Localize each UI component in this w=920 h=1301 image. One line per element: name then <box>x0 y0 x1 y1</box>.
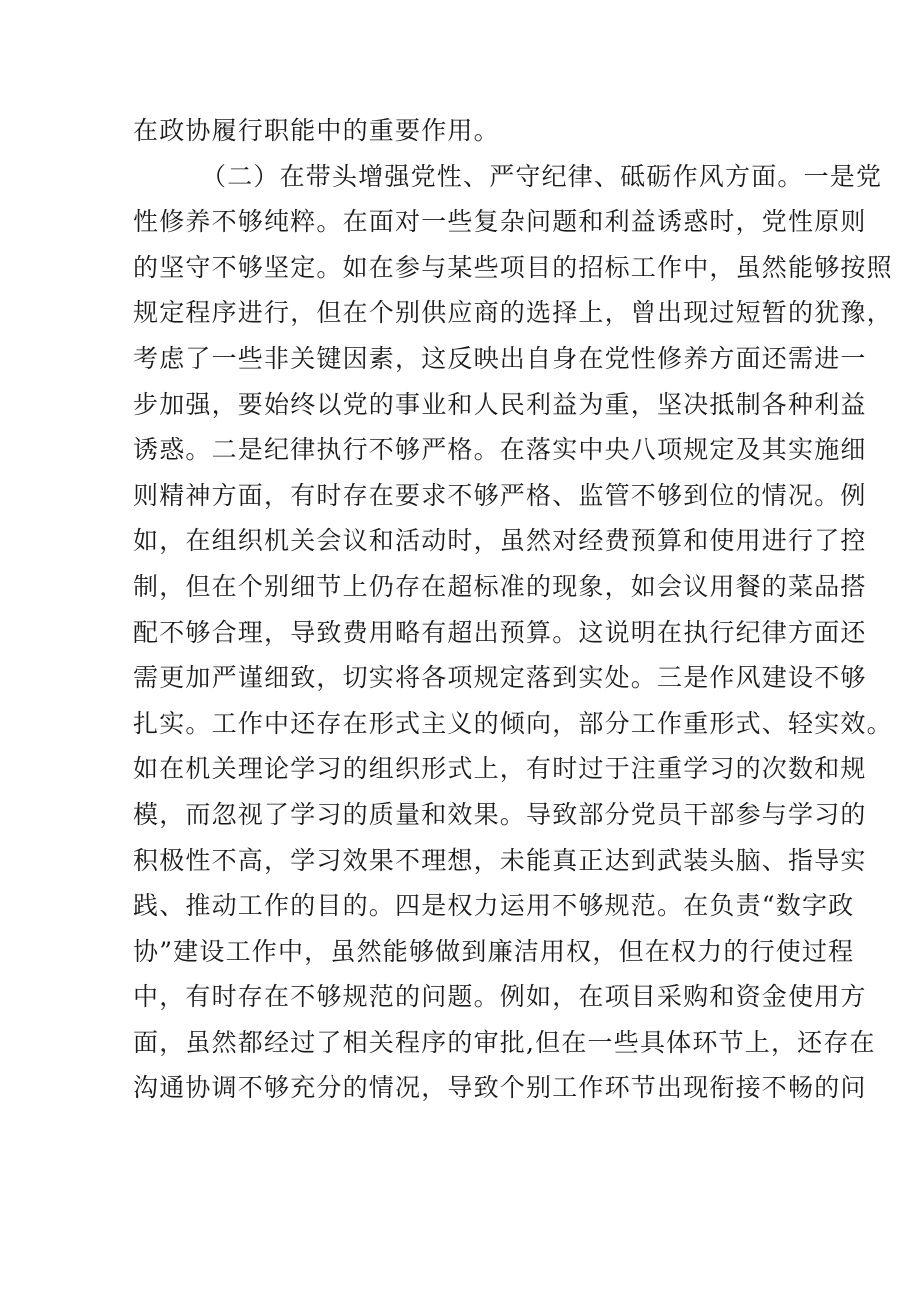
text-line: 配不够合理，导致费用略有超出预算。这说明在执行纪律方面还 <box>133 617 867 647</box>
text-line: 步加强，要始终以党的事业和人民利益为重，坚决抵制各种利益 <box>133 389 867 419</box>
text-line: 模，而忽视了学习的质量和效果。导致部分党员干部参与学习的 <box>133 799 867 829</box>
text-line: 性修养不够纯粹。在面对一些复杂问题和利益诱惑时，党性原则 <box>133 207 867 237</box>
text-line: 如，在组织机关会议和活动时，虽然对经费预算和使用进行了控 <box>133 526 867 556</box>
text-line: 则精神方面，有时存在要求不够严格、监管不够到位的情况。例 <box>133 480 867 510</box>
text-line: 如在机关理论学习的组织形式上，有时过于注重学习的次数和规 <box>133 754 867 784</box>
text-line: 面，虽然都经过了相关程序的审批,但在一些具体环节上，还存在 <box>133 1027 876 1057</box>
text-line: 扎实。工作中还存在形式主义的倾向，部分工作重形式、轻实效。 <box>133 708 893 738</box>
text-line: 践、推动工作的目的。四是权力运用不够规范。在负责“数字政 <box>133 891 855 921</box>
text-line: 沟通协调不够充分的情况，导致个别工作环节出现衔接不畅的问 <box>133 1073 867 1103</box>
text-line: 协”建设工作中，虽然能够做到廉洁用权，但在权力的行使过程 <box>133 936 855 966</box>
text-line: 中，有时存在不够规范的问题。例如，在项目采购和资金使用方 <box>133 982 867 1012</box>
body-text <box>133 108 893 1111</box>
text-line: 需更加严谨细致，切实将各项规定落到实处。三是作风建设不够 <box>133 663 867 693</box>
text-line: 诱惑。二是纪律执行不够严格。在落实中央八项规定及其实施细 <box>133 435 867 465</box>
text-line: 积极性不高，学习效果不理想，未能真正达到武装头脑、指导实 <box>133 845 867 875</box>
text-line: 考虑了一些非关键因素，这反映出自身在党性修养方面还需进一 <box>133 343 867 373</box>
text-line: 制，但在个别细节上仍存在超标准的现象，如会议用餐的菜品搭 <box>133 571 867 601</box>
text-line: 规定程序进行，但在个别供应商的选择上，曾出现过短暂的犹豫， <box>133 298 893 328</box>
text-line: 的坚守不够坚定。如在参与某些项目的招标工作中，虽然能够按照 <box>133 252 893 282</box>
section-heading-line: （二）在带头增强党性、严守纪律、砥砺作风方面。一是党 <box>201 161 883 191</box>
text-line: 在政协履行职能中的重要作用。 <box>133 116 500 145</box>
